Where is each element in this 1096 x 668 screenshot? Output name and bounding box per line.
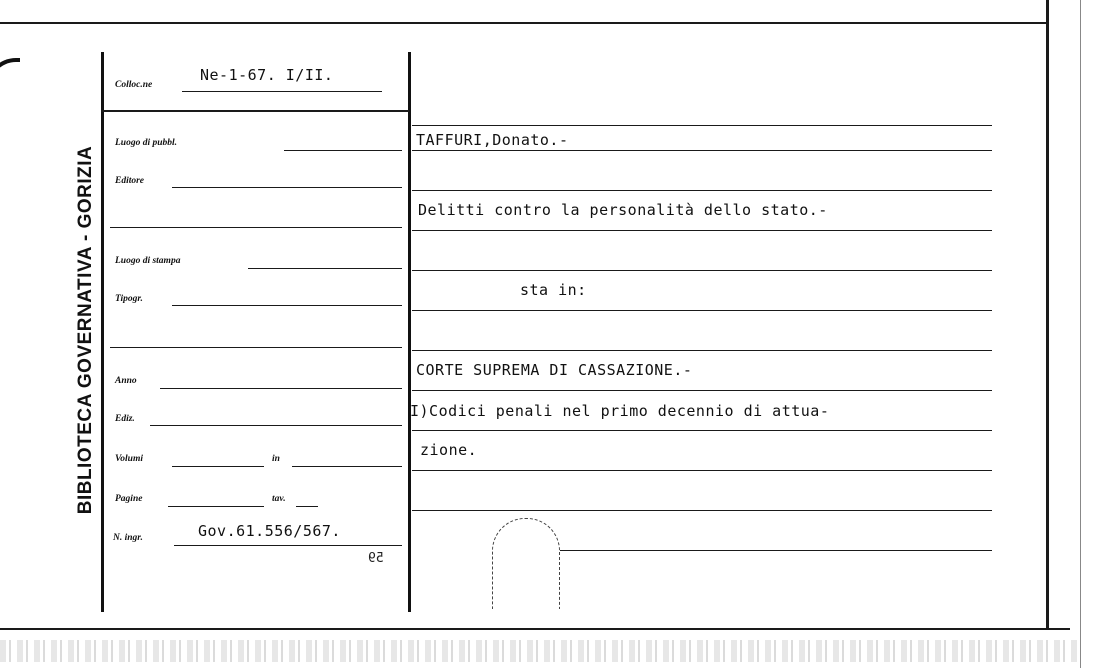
accession-number-mark: 59 bbox=[368, 551, 384, 566]
publisher-label: Editore bbox=[115, 176, 145, 186]
accession-number-line bbox=[174, 545, 402, 546]
volumes-in-label: in bbox=[272, 454, 280, 464]
entry-rule-7 bbox=[412, 350, 992, 351]
accession-number-label: N. ingr. bbox=[113, 533, 143, 543]
pages-label: Pagine bbox=[115, 494, 143, 504]
title-line: Delitti contro la personalità dello stato.- bbox=[418, 201, 828, 219]
collocation-value: Ne-1-67. I/II. bbox=[200, 66, 334, 84]
place-of-printing-label: Luogo di stampa bbox=[115, 256, 181, 266]
publisher-line bbox=[172, 187, 402, 188]
edition-line bbox=[150, 425, 402, 426]
printer-label: Tipogr. bbox=[115, 294, 143, 304]
year-line bbox=[160, 388, 402, 389]
collocation-separator bbox=[101, 110, 409, 112]
place-of-printing-line bbox=[248, 268, 402, 269]
entry-rule-4 bbox=[412, 230, 992, 231]
library-name: BIBLIOTECA GOVERNATIVA - GORIZIA bbox=[75, 145, 96, 515]
plates-label: tav. bbox=[272, 494, 286, 504]
entry-rule-2 bbox=[412, 150, 992, 151]
entry-rule-6 bbox=[412, 310, 992, 311]
collocation-label: Colloc.ne bbox=[115, 80, 153, 90]
plates-line bbox=[296, 506, 318, 507]
card-top-edge bbox=[0, 22, 1046, 24]
year-label: Anno bbox=[115, 376, 137, 386]
middle-column-rule bbox=[408, 52, 411, 612]
volumes-line bbox=[172, 466, 264, 467]
pages-line bbox=[168, 506, 264, 507]
volumes-in-line bbox=[292, 466, 402, 467]
volumes-label: Volumi bbox=[115, 454, 143, 464]
entry-rule-12 bbox=[560, 550, 992, 551]
card-bottom-edge bbox=[0, 628, 1070, 630]
card-right-edge bbox=[1046, 0, 1049, 630]
edition-label: Ediz. bbox=[115, 414, 135, 424]
accession-number-value: Gov.61.556/567. bbox=[198, 522, 341, 540]
entry-rule-1 bbox=[412, 125, 992, 126]
entry-rule-8 bbox=[412, 390, 992, 391]
entry-rule-5 bbox=[412, 270, 992, 271]
entry-rule-9 bbox=[412, 430, 992, 431]
scan-noise-bottom bbox=[0, 640, 1080, 662]
entry-rule-3 bbox=[412, 190, 992, 191]
source-detail-line-1: I)Codici penali nel primo decennio di attua- bbox=[410, 402, 830, 420]
left-edge-mark bbox=[0, 58, 20, 122]
place-of-publication-label: Luogo di pubbl. bbox=[115, 138, 178, 148]
entry-rule-10 bbox=[412, 470, 992, 471]
place-of-publication-line bbox=[284, 150, 402, 151]
left-column-rule bbox=[101, 52, 104, 612]
punch-hole-mark bbox=[492, 518, 560, 609]
publisher-extra-line bbox=[110, 227, 402, 228]
source-body-line: CORTE SUPREMA DI CASSAZIONE.- bbox=[416, 361, 693, 379]
author-line: TAFFURI,Donato.- bbox=[416, 131, 569, 149]
source-detail-line-2: zione. bbox=[420, 441, 478, 459]
printer-line bbox=[172, 305, 402, 306]
printer-extra-line bbox=[110, 347, 402, 348]
entry-rule-11 bbox=[412, 510, 992, 511]
source-intro-line: sta in: bbox=[520, 281, 587, 299]
card-right-edge-outer bbox=[1080, 0, 1081, 668]
collocation-line bbox=[182, 91, 382, 92]
